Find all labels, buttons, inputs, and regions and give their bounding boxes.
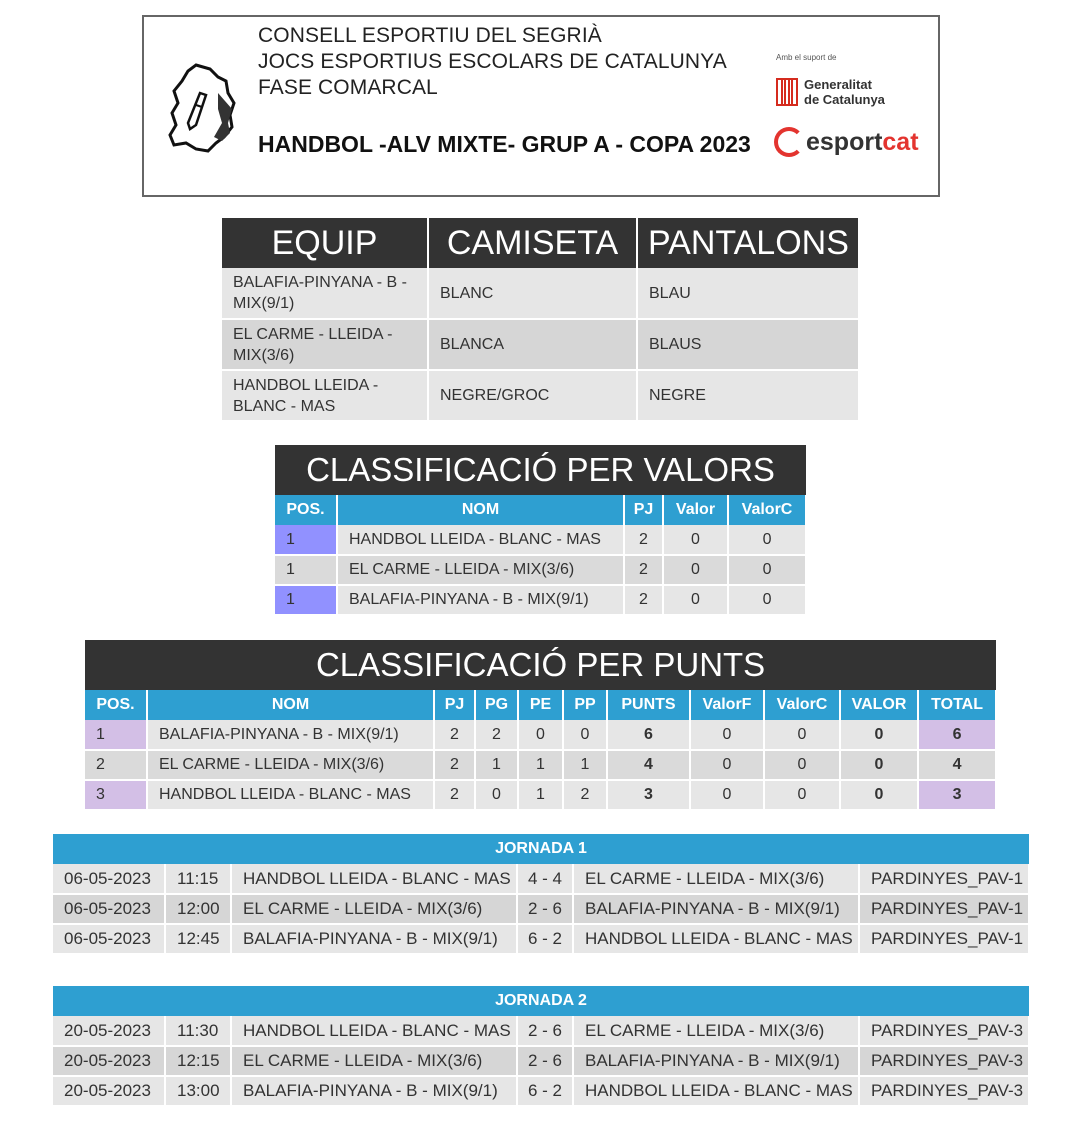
nom-cell: BALAFIA-PINYANA - B - MIX(9/1) [337, 585, 624, 615]
match-date: 06-05-2023 [53, 894, 165, 924]
match-home: EL CARME - LLEIDA - MIX(3/6) [231, 894, 517, 924]
col-valorf: ValorF [690, 690, 764, 720]
col-nom: NOM [147, 690, 434, 720]
equip-name: BALAFIA-PINYANA - B - MIX(9/1) [222, 268, 428, 319]
match-score: 4 - 4 [517, 864, 573, 894]
match-away: BALAFIA-PINYANA - B - MIX(9/1) [573, 1046, 859, 1076]
match-time: 13:00 [165, 1076, 231, 1106]
esportcat-swoosh-icon [774, 127, 804, 157]
pantalons-col-header: PANTALONS [637, 218, 859, 268]
match-venue: PARDINYES_PAV-3 [859, 1046, 1029, 1076]
equip-name: HANDBOL LLEIDA - BLANC - MAS [222, 370, 428, 421]
valor-cell: 0 [840, 750, 918, 780]
col-pp: PP [563, 690, 607, 720]
table-row [53, 1016, 1029, 1046]
match-venue: PARDINYES_PAV-1 [859, 864, 1029, 894]
punts-cell: 6 [607, 720, 690, 750]
match-score: 2 - 6 [517, 894, 573, 924]
table-row [275, 555, 806, 585]
valorf-cell: 0 [690, 750, 764, 780]
punts-cell: 3 [607, 780, 690, 810]
match-home: EL CARME - LLEIDA - MIX(3/6) [231, 1046, 517, 1076]
valorf-cell: 0 [690, 720, 764, 750]
pp-cell: 2 [563, 780, 607, 810]
generalitat-line2: de Catalunya [804, 92, 885, 107]
col-pj: PJ [434, 690, 475, 720]
pp-cell: 1 [563, 750, 607, 780]
match-away: EL CARME - LLEIDA - MIX(3/6) [573, 1016, 859, 1046]
valorc-cell: 0 [728, 525, 806, 555]
punts-title: CLASSIFICACIÓ PER PUNTS [85, 640, 996, 690]
pos-cell: 1 [275, 555, 337, 585]
match-time: 11:30 [165, 1016, 231, 1046]
segria-map-logo [166, 63, 236, 153]
col-total: TOTAL [918, 690, 996, 720]
header-line-jocs: JOCS ESPORTIUS ESCOLARS DE CATALUNYA [258, 50, 727, 73]
total-cell: 6 [918, 720, 996, 750]
valorc-cell: 0 [728, 585, 806, 615]
generalitat-line1: Generalitat [804, 77, 872, 92]
match-score: 2 - 6 [517, 1016, 573, 1046]
col-punts: PUNTS [607, 690, 690, 720]
pj-cell: 2 [434, 720, 475, 750]
match-away: EL CARME - LLEIDA - MIX(3/6) [573, 864, 859, 894]
nom-cell: EL CARME - LLEIDA - MIX(3/6) [337, 555, 624, 585]
pj-cell: 2 [434, 750, 475, 780]
valor-cell: 0 [663, 525, 728, 555]
table-row [53, 864, 1029, 894]
punts-cell: 4 [607, 750, 690, 780]
total-cell: 3 [918, 780, 996, 810]
match-score: 6 - 2 [517, 924, 573, 954]
match-venue: PARDINYES_PAV-1 [859, 924, 1029, 954]
equip-pantalons: BLAUS [637, 319, 859, 370]
match-time: 12:00 [165, 894, 231, 924]
match-venue: PARDINYES_PAV-1 [859, 894, 1029, 924]
match-venue: PARDINYES_PAV-3 [859, 1076, 1029, 1106]
match-time: 12:15 [165, 1046, 231, 1076]
pj-cell: 2 [624, 585, 663, 615]
pe-cell: 1 [518, 750, 563, 780]
header-line-fase: FASE COMARCAL [258, 76, 438, 99]
equip-camiseta: NEGRE/GROC [428, 370, 637, 421]
match-date: 20-05-2023 [53, 1046, 165, 1076]
total-cell: 4 [918, 750, 996, 780]
pj-cell: 2 [624, 555, 663, 585]
match-home: BALAFIA-PINYANA - B - MIX(9/1) [231, 924, 517, 954]
match-date: 20-05-2023 [53, 1016, 165, 1046]
table-row [222, 370, 859, 421]
valorc-cell: 0 [764, 750, 840, 780]
col-nom: NOM [337, 495, 624, 525]
equip-camiseta: BLANCA [428, 319, 637, 370]
table-row [53, 1076, 1029, 1106]
pg-cell: 2 [475, 720, 518, 750]
equip-col-header: EQUIP [222, 218, 428, 268]
pg-cell: 0 [475, 780, 518, 810]
equip-pantalons: NEGRE [637, 370, 859, 421]
equip-table [222, 218, 860, 422]
camiseta-col-header: CAMISETA [428, 218, 637, 268]
match-time: 11:15 [165, 864, 231, 894]
nom-cell: BALAFIA-PINYANA - B - MIX(9/1) [147, 720, 434, 750]
col-pe: PE [518, 690, 563, 720]
support-text: Amb el suport de [776, 53, 837, 62]
valor-cell: 0 [663, 555, 728, 585]
table-row [85, 780, 996, 810]
match-home: BALAFIA-PINYANA - B - MIX(9/1) [231, 1076, 517, 1106]
generalitat-logo [776, 77, 885, 107]
pos-cell: 3 [85, 780, 147, 810]
pos-cell: 1 [85, 720, 147, 750]
match-score: 6 - 2 [517, 1076, 573, 1106]
match-date: 20-05-2023 [53, 1076, 165, 1106]
equip-name: EL CARME - LLEIDA - MIX(3/6) [222, 319, 428, 370]
table-row [85, 720, 996, 750]
equip-camiseta: BLANC [428, 268, 637, 319]
col-valor: Valor [663, 495, 728, 525]
col-valorc: ValorC [764, 690, 840, 720]
pj-cell: 2 [434, 780, 475, 810]
col-pj: PJ [624, 495, 663, 525]
pp-cell: 0 [563, 720, 607, 750]
match-away: BALAFIA-PINYANA - B - MIX(9/1) [573, 894, 859, 924]
valor-cell: 0 [840, 780, 918, 810]
match-away: HANDBOL LLEIDA - BLANC - MAS [573, 1076, 859, 1106]
header-line-consell: CONSELL ESPORTIU DEL SEGRIÀ [258, 24, 602, 47]
esportcat-logo [774, 127, 919, 157]
nom-cell: HANDBOL LLEIDA - BLANC - MAS [147, 780, 434, 810]
equip-pantalons: BLAU [637, 268, 859, 319]
jornada-1-title: JORNADA 1 [53, 834, 1029, 864]
valors-title: CLASSIFICACIÓ PER VALORS [275, 445, 806, 495]
pj-cell: 2 [624, 525, 663, 555]
match-score: 2 - 6 [517, 1046, 573, 1076]
jornada-2-title: JORNADA 2 [53, 986, 1029, 1016]
col-pos: POS. [85, 690, 147, 720]
table-row [53, 894, 1029, 924]
jornada-1-table [53, 834, 1030, 955]
match-date: 06-05-2023 [53, 924, 165, 954]
valors-table [275, 445, 807, 616]
pos-cell: 1 [275, 525, 337, 555]
valorc-cell: 0 [764, 780, 840, 810]
page-title: HANDBOL -ALV MIXTE- GRUP A - COPA 2023 [258, 131, 751, 157]
match-home: HANDBOL LLEIDA - BLANC - MAS [231, 864, 517, 894]
col-pos: POS. [275, 495, 337, 525]
table-row [53, 1046, 1029, 1076]
col-pg: PG [475, 690, 518, 720]
nom-cell: EL CARME - LLEIDA - MIX(3/6) [147, 750, 434, 780]
valorf-cell: 0 [690, 780, 764, 810]
table-row [275, 525, 806, 555]
esportcat-word-b: cat [882, 127, 919, 156]
senyera-icon [776, 78, 798, 106]
match-time: 12:45 [165, 924, 231, 954]
valorc-cell: 0 [764, 720, 840, 750]
match-home: HANDBOL LLEIDA - BLANC - MAS [231, 1016, 517, 1046]
punts-table [85, 640, 997, 811]
document-header [142, 15, 940, 197]
table-row [222, 268, 859, 319]
match-away: HANDBOL LLEIDA - BLANC - MAS [573, 924, 859, 954]
pg-cell: 1 [475, 750, 518, 780]
table-row [85, 750, 996, 780]
jornada-2-table [53, 986, 1030, 1107]
match-date: 06-05-2023 [53, 864, 165, 894]
match-venue: PARDINYES_PAV-3 [859, 1016, 1029, 1046]
col-valor: VALOR [840, 690, 918, 720]
pe-cell: 0 [518, 720, 563, 750]
valor-cell: 0 [840, 720, 918, 750]
pos-cell: 1 [275, 585, 337, 615]
table-row [53, 924, 1029, 954]
table-row [222, 319, 859, 370]
valorc-cell: 0 [728, 555, 806, 585]
esportcat-word-a: esport [806, 127, 883, 156]
col-valorc: ValorC [728, 495, 806, 525]
valor-cell: 0 [663, 585, 728, 615]
nom-cell: HANDBOL LLEIDA - BLANC - MAS [337, 525, 624, 555]
pos-cell: 2 [85, 750, 147, 780]
table-row [275, 585, 806, 615]
pe-cell: 1 [518, 780, 563, 810]
